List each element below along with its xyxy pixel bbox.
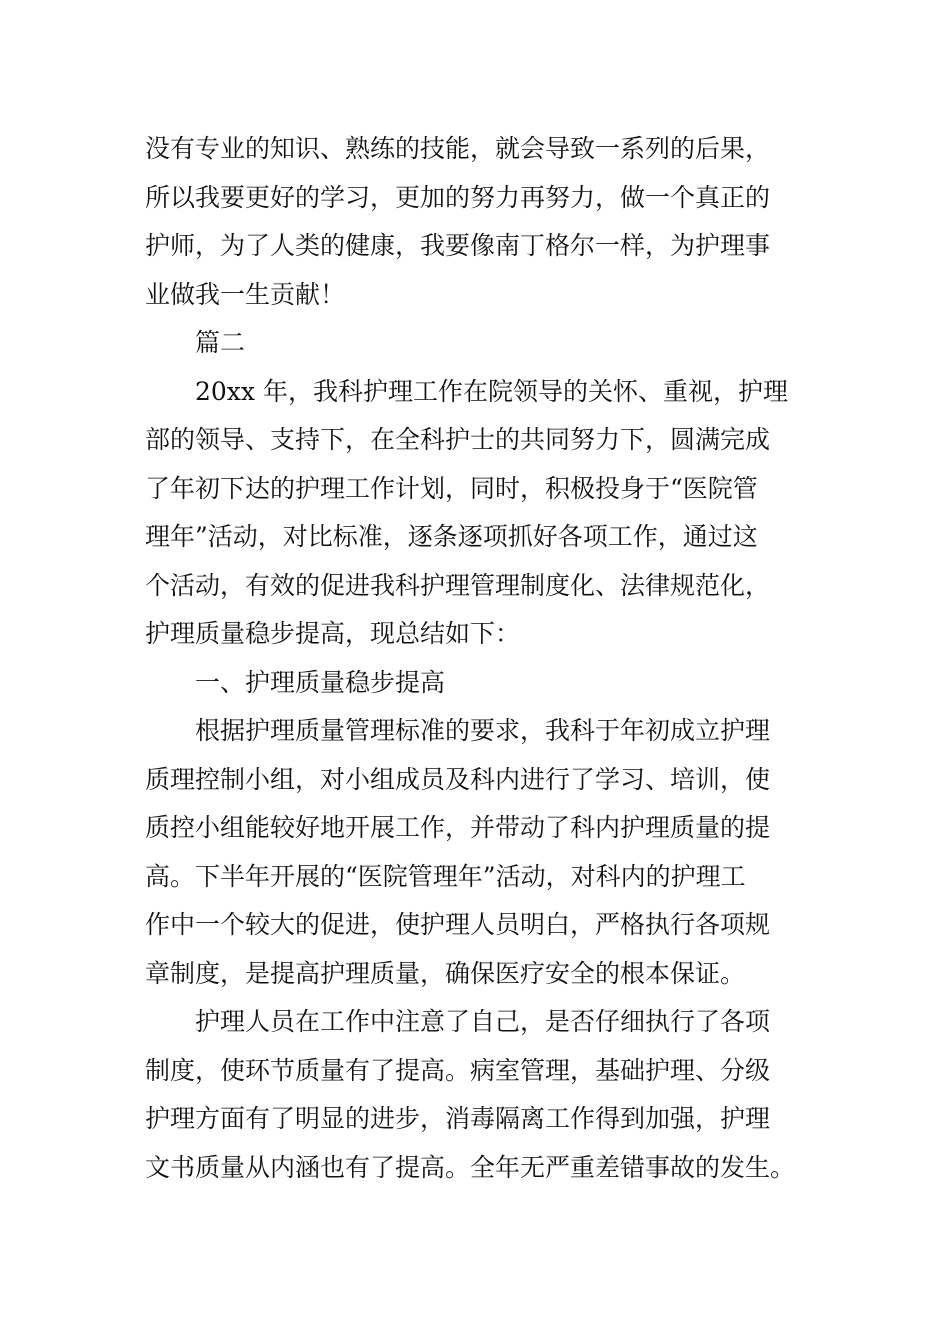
text-line: 理年”活动，对比标准，逐条逐项抓好各项工作，通过这 (145, 522, 758, 551)
text-line: 护理质量稳步提高，现总结如下： (145, 619, 521, 648)
text-line: 了年初下达的护理工作计划，同时，积极投身于“医院管 (145, 473, 758, 503)
text-line: 部的领导、支持下，在全科护士的共同努力下，圆满完成 (145, 425, 771, 454)
text-line: 个活动，有效的促进我科护理管理制度化、法律规范化， (145, 570, 771, 600)
section-heading-pian-er: 篇二 (195, 328, 246, 357)
text-line: 质控小组能较好地开展工作，并带动了科内护理质量的提 (145, 813, 771, 842)
text-line: 高。下半年开展的“医院管理年”活动，对科内的护理工 (145, 861, 746, 891)
text-line: 护理人员在工作中注意了自己，是否仔细执行了各项 (195, 1007, 771, 1036)
text-line: 所以我要更好的学习，更加的努力再努力，做一个真正的 (145, 182, 771, 212)
text-line: 护师，为了人类的健康，我要像南丁格尔一样，为护理事 (145, 231, 771, 260)
text-line: 护理方面有了明显的进步，消毒隔离工作得到加强，护理 (145, 1104, 771, 1133)
text-line: 质理控制小组，对小组成员及科内进行了学习、培训，使 (145, 764, 771, 794)
text-line: 文书质量从内涵也有了提高。全年无严重差错事故的发生。 (145, 1152, 796, 1182)
section-heading-quality: 一、护理质量稳步提高 (195, 667, 446, 697)
text-line: 业做我一生贡献！ (145, 279, 346, 309)
text-line: 没有专业的知识、熟练的技能，就会导致一系列的后果， (145, 134, 771, 163)
document-body (145, 125, 810, 1192)
text-line: 作中一个较大的促进，使护理人员明白，严格执行各项规 (145, 910, 771, 939)
text-line: 根据护理质量管理标准的要求，我科于年初成立护理 (195, 716, 771, 745)
text-line: 20xx 年，我科护理工作在院领导的关怀、重视，护理 (195, 376, 788, 406)
text-line: 章制度，是提高护理质量，确保医疗安全的根本保证。 (145, 958, 746, 988)
text-line: 制度，使环节质量有了提高。病室管理，基础护理、分级 (145, 1055, 771, 1085)
